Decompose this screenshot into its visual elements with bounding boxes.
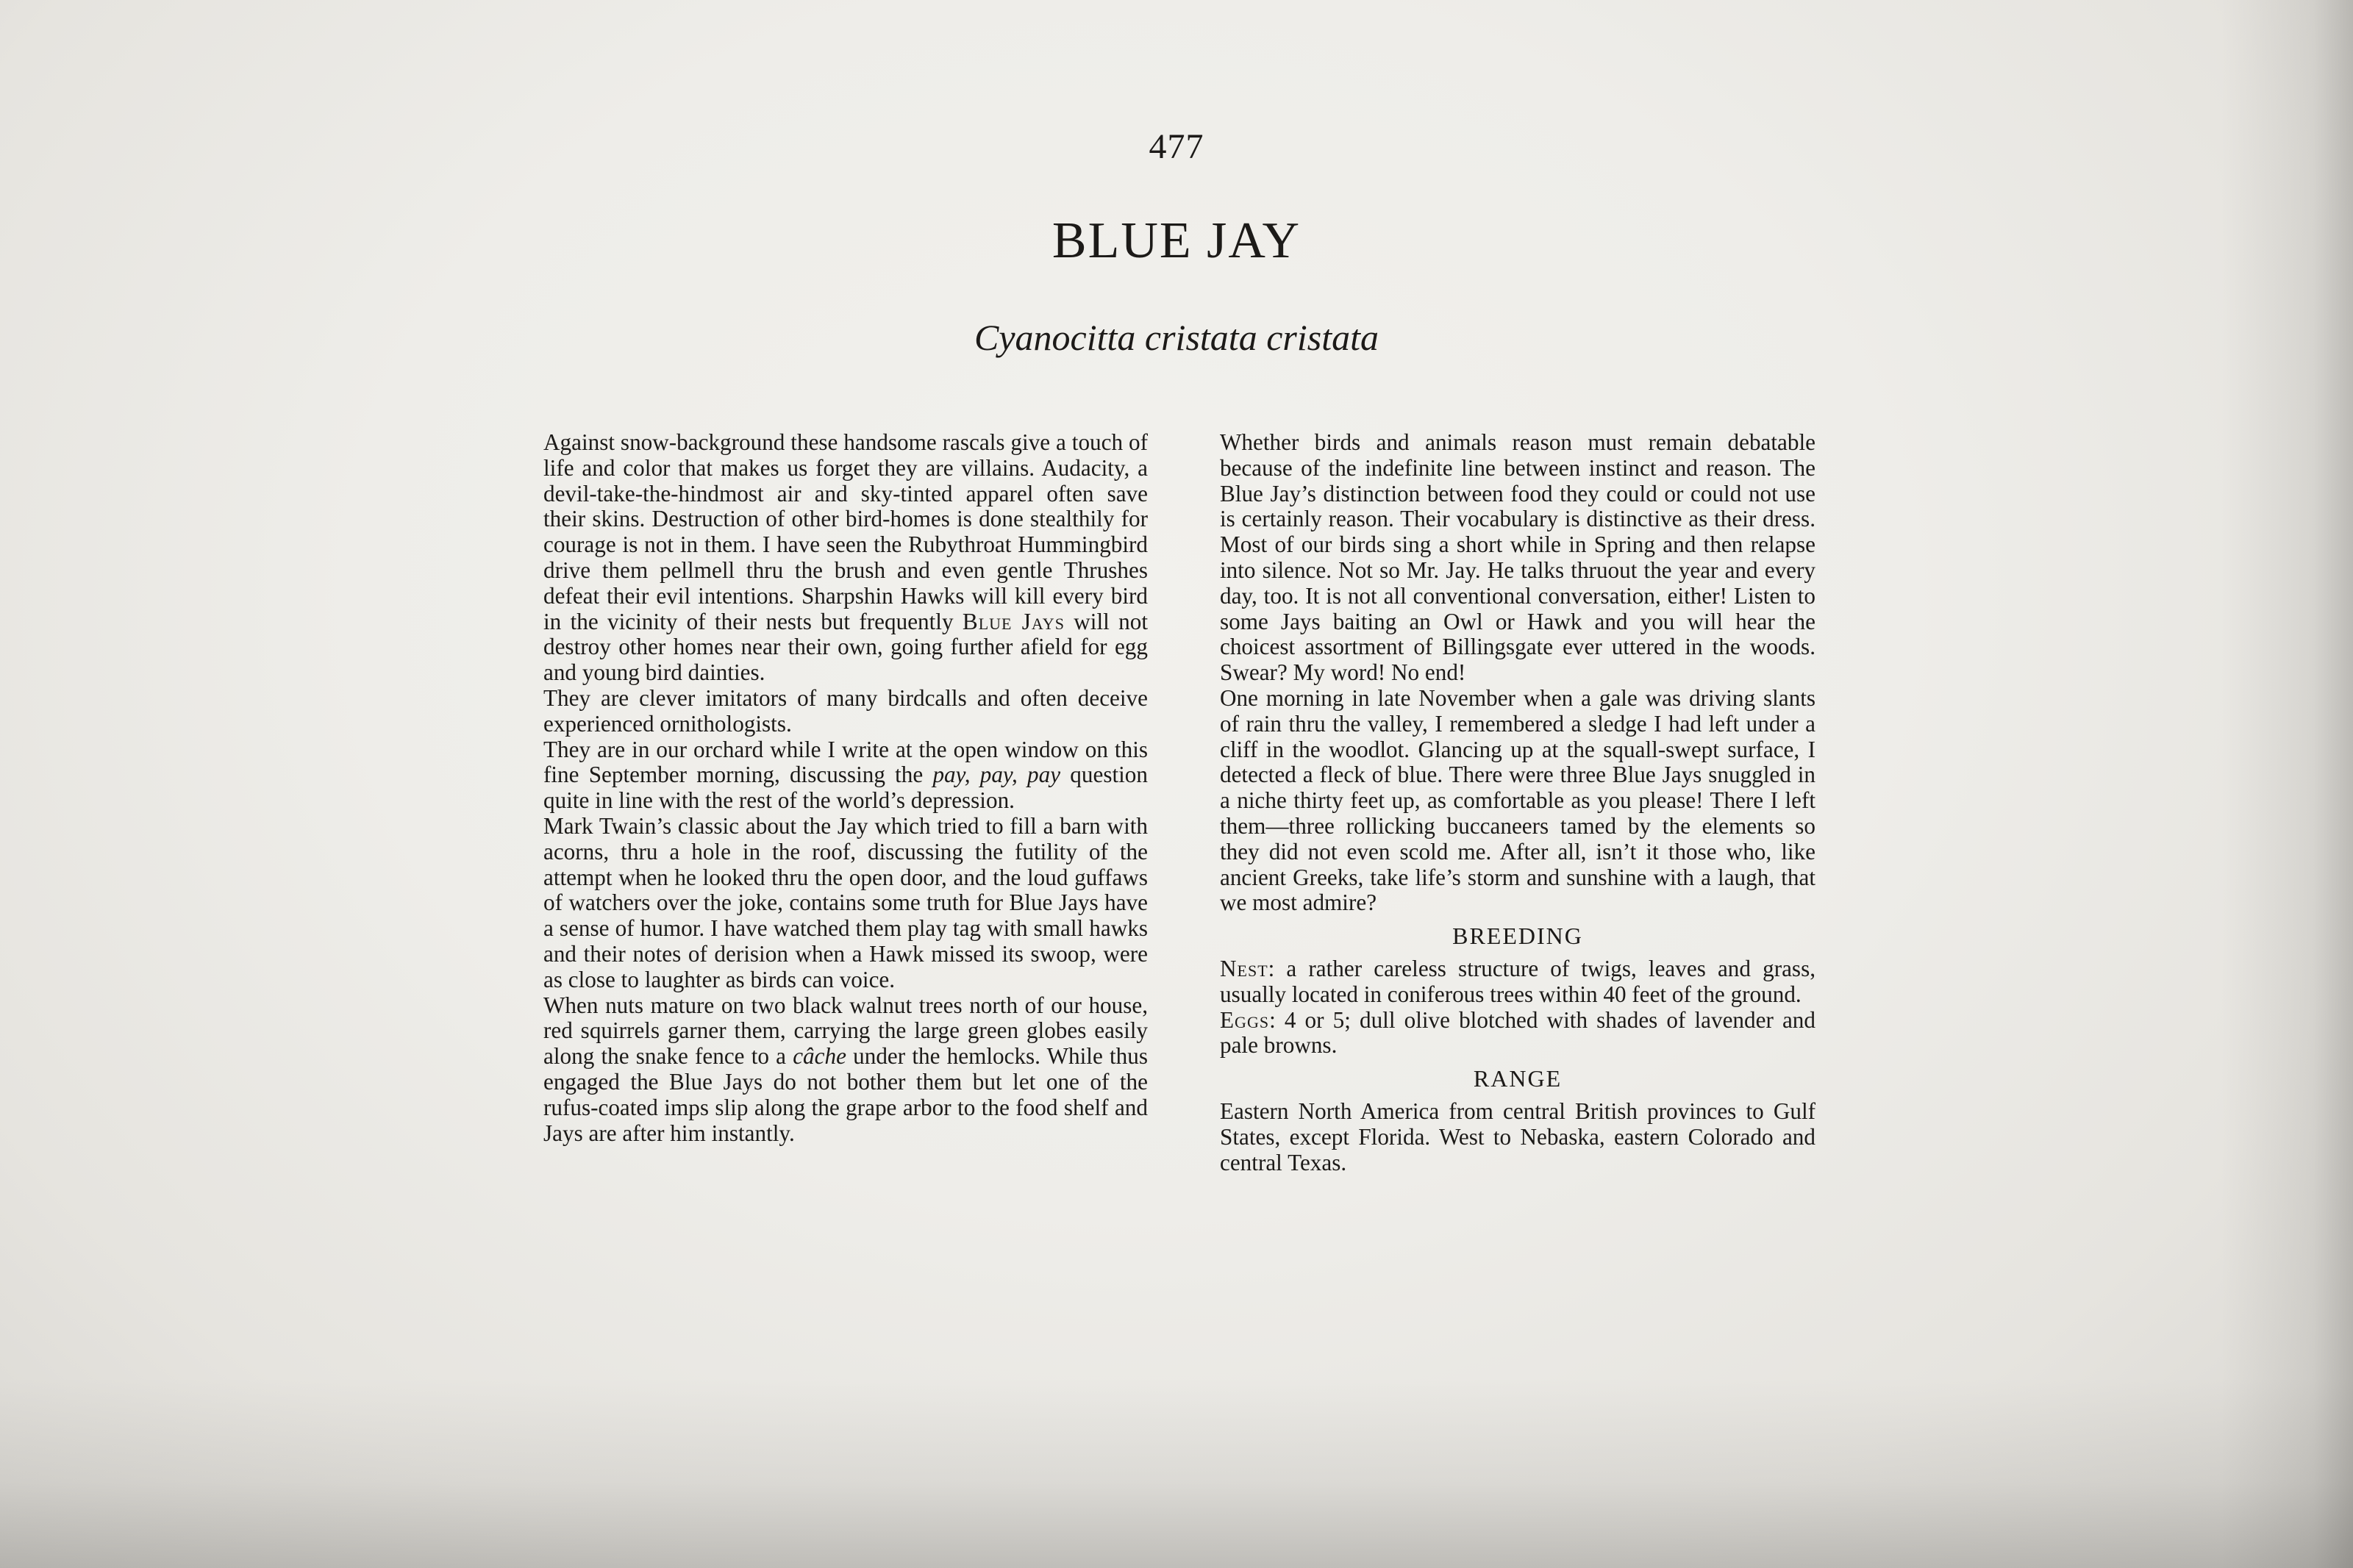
paragraph: Mark Twain’s classic about the Jay which tried to fill a barn with acorns, thru a hole in the roof, discussing the futility of the attempt when he looked thru the open door, and the loud guffaws of watchers over the joke, contains some truth for Blue Jays have a sense of humor. I have watched them play tag with small hawks and their notes of derision when a Hawk missed its swoop, were as close to laughter as birds can voice. [543,812,1148,992]
page-shadow-bottom [0,1377,2353,1568]
paragraph: Against snow-background these handsome rascals give a touch of life and color that makes us forget they are villains. Audacity, a devil-take-the-hindmost air and sky-tinted apparel often save their skins. Destruction of other bird-homes is done stealthily for courage is not in them. I have seen the Rubythroat Hummingbird drive them pellmell thru the brush and even gentle Thrushes defeat their evil intentions. Sharpshin Hawks will kill every bird in the vicinity of their nests but frequently Blue Jays will not destroy other homes near their own, going further afield for egg and young bird dainties. [543,429,1148,686]
range-heading: RANGE [1473,1065,1563,1092]
nest-label: Nest [1220,955,1268,981]
paragraph: One morning in late November when a gale was driving slants of rain thru the valley, I remembered a sledge I had left under a cliff in the woodlot. Glancing up at the squall-swept surface, I detected a fleck of blue. There were three Blue Jays snuggled in a niche thirty feet up, as comfortable as you please! There I left them—three rollicking buccaneers tamed by the elements so they did not even scold me. After all, isn’t it those who, like ancient Greeks, take life’s storm and sunshine with a laugh, that we most admire? [1220,684,1815,916]
paragraph: They are in our orchard while I write at the open window on this fine September morning, discussing the pay, pay, pay question quite in line with the rest of the world’s depression. [543,736,1148,814]
species-name-smallcaps: Blue Jays [962,608,1065,634]
eggs-label: Eggs [1220,1006,1270,1033]
italic-phrase: pay, pay, pay [932,762,1061,788]
eggs-entry: Eggs: 4 or 5; dull olive blotched with shades of lavender and pale browns. [1220,1006,1815,1059]
page-number: 477 [1149,127,1204,166]
right-column [1220,430,1815,1175]
paragraph: When nuts mature on two black walnut trees north of our house, red squirrels garner them, carrying the large green globes easily along the snake fence to a câche under the hemlocks. While thus engaged the Blue Jays do not bother them but let one of the rufus-coated imps slip along the grape arbor to the food shelf and Jays are after him instantly. [543,992,1149,1146]
left-column [543,430,1148,1146]
range-text: Eastern North America from central British provinces to Gulf States, except Florida. West to Nebaska, eastern Colorado and central Texas. [1220,1098,1815,1175]
paragraph: Whether birds and animals reason must remain debatable because of the indefinite line between instinct and reason. The Blue Jay’s distinction between food they could or could not use is certainly reason. Their vocabulary is distinctive as their dress. Most of our birds sing a short while in Spring and then relapse into silence. Not so Mr. Jay. He talks thruout the year and every day, too. It is not all conventional conversation, either! Listen to some Jays baiting an Owl or Hawk and you will hear the choicest assortment of Billingsgate ever uttered in the woods. Swear? My word! No end! [1220,429,1815,686]
page-title: BLUE JAY [1051,212,1302,269]
italic-word: câche [793,1043,846,1070]
breeding-heading: BREEDING [1452,923,1583,950]
paragraph: They are clever imitators of many birdcalls and often deceive experienced ornithologists. [543,684,1148,737]
scientific-name: Cyanocitta cristata cristata [974,317,1379,358]
nest-entry: Nest: a rather careless structure of twigs, leaves and grass, usually located in coniferous trees within 40 feet of the ground. [1220,955,1815,1007]
